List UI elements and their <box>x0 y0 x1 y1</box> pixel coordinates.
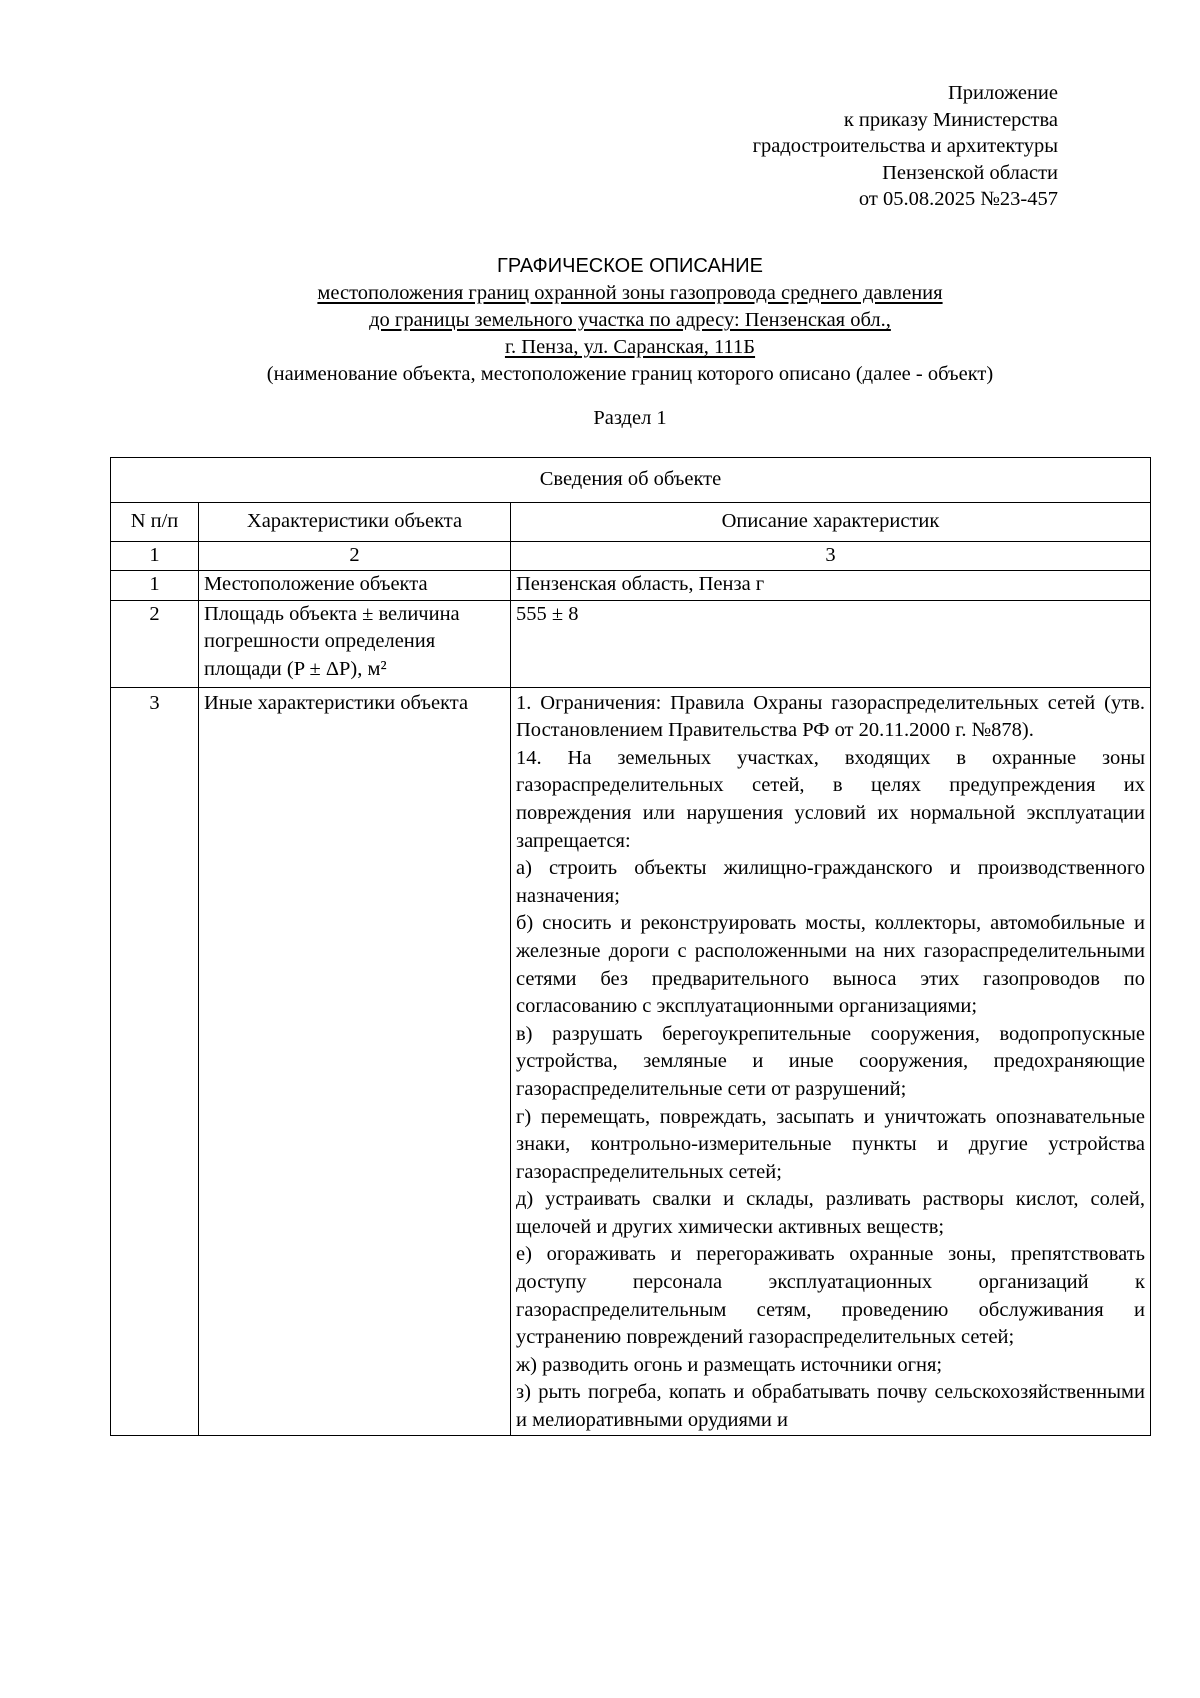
section-heading: Раздел 1 <box>593 407 667 429</box>
table-row <box>111 600 1151 687</box>
row-description: Пензенская область, Пенза г <box>511 570 1151 600</box>
row-number: 2 <box>111 600 199 687</box>
row-number: 3 <box>111 687 199 1435</box>
restriction-paragraph: 1. Ограничения: Правила Охраны газораспределительных сетей (утв. Постановлением Правительства РФ от 20.11.2000 г. №878). <box>516 691 1145 742</box>
row-characteristic: Иные характеристики объекта <box>199 687 511 1435</box>
title-line: местоположения границ охранной зоны газопровода среднего давления <box>317 282 943 304</box>
document-title: ГРАФИЧЕСКОЕ ОПИСАНИЕ <box>497 255 763 277</box>
appendix-line: от 05.08.2025 №23-457 <box>858 188 1058 210</box>
column-header: Описание характеристик <box>511 503 1151 542</box>
restriction-paragraph: а) строить объекты жилищно-гражданского и производственного назначения; <box>516 857 1145 907</box>
appendix-line: Приложение <box>947 82 1058 104</box>
restriction-paragraph: ж) разводить огонь и размещать источники огня; <box>516 1353 943 1376</box>
title-line: г. Пенза, ул. Саранская, 111Б <box>504 336 756 358</box>
restriction-paragraph: е) огораживать и перегораживать охранные зоны, препятствовать доступу персонала эксплуатационных организаций к газораспределительным сетям, проведению обслуживания и устранению повреждений газораспределительных сетей; <box>516 1243 1145 1349</box>
document-title-block <box>110 253 1150 432</box>
column-number: 2 <box>199 542 511 571</box>
row-number: 1 <box>111 570 199 600</box>
restriction-paragraph: в) разрушать берегоукрепительные сооружения, водопропускные устройства, земляные и иные сооружения, предохраняющие газораспределительные сети от разрушений; <box>516 1022 1145 1100</box>
restriction-paragraph: г) перемещать, повреждать, засыпать и уничтожать опознавательные знаки, контрольно-измерительные пункты и другие устройства газораспределительных сетей; <box>516 1105 1145 1183</box>
appendix-header <box>753 80 1058 213</box>
appendix-line: к приказу Министерства <box>843 108 1058 131</box>
row-description <box>511 687 1151 1435</box>
column-header: Характеристики объекта <box>199 503 511 542</box>
column-number: 3 <box>511 542 1151 571</box>
table-row <box>111 687 1151 1435</box>
restriction-paragraph: з) рыть погреба, копать и обрабатывать почву сельскохозяйственными и мелиоративными орудиями и <box>516 1381 1145 1432</box>
row-characteristic: Местоположение объекта <box>199 570 511 600</box>
column-number: 1 <box>111 542 199 571</box>
restriction-paragraph: 14. На земельных участках, входящих в охранные зоны газораспределительных сетей, в целях предупреждения их повреждения или нарушения условий их нормальной эксплуатации запрещается: <box>516 746 1145 852</box>
table-caption: Сведения об объекте <box>111 458 1151 503</box>
title-note: (наименование объекта, местоположение границ которого описано (далее - объект) <box>266 363 994 385</box>
appendix-line: градостроительства и архитектуры <box>752 135 1058 157</box>
title-line: до границы земельного участка по адресу: Пензенская обл., <box>369 309 891 331</box>
row-description: 555 ± 8 <box>511 600 1151 687</box>
row-characteristic: Площадь объекта ± величина погрешности определения площади (P ± ΔP), м² <box>199 600 511 687</box>
appendix-line: Пензенской области <box>882 161 1058 184</box>
restriction-paragraph: д) устраивать свалки и склады, разливать растворы кислот, солей, щелочей и других химически активных веществ; <box>516 1188 1145 1238</box>
restriction-paragraph: б) сносить и реконструировать мосты, коллекторы, автомобильные и железные дороги с расположенными на них газораспределительными сетями без предварительного выноса этих газопроводов по согласованию с эксплуатационными организациями; <box>516 912 1145 1018</box>
object-info-table <box>110 457 1151 1436</box>
table-row <box>111 570 1151 600</box>
column-header: N п/п <box>111 503 199 542</box>
